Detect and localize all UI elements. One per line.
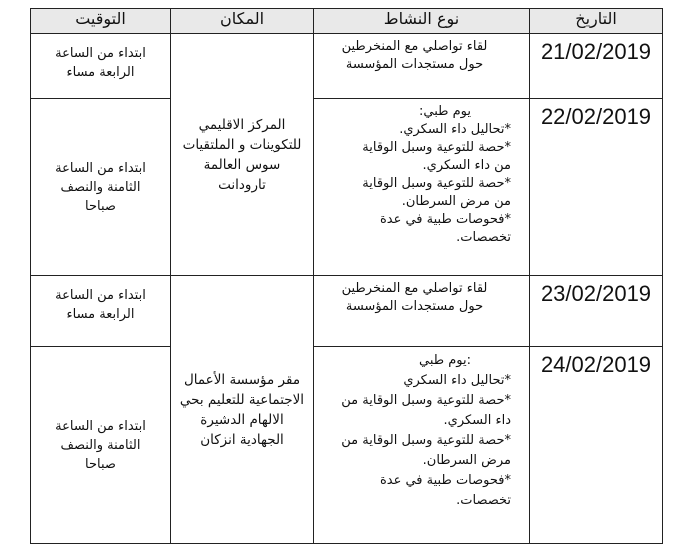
place-line: سوس العالمة	[203, 156, 281, 173]
header-time: التوقيت	[31, 9, 171, 34]
activity-line: داء السكري.	[443, 413, 511, 428]
activity-line: تخصصات.	[456, 493, 511, 508]
activity-line: *تحاليل داء السكري	[403, 373, 511, 388]
time-cell	[31, 99, 171, 276]
activity-line: يوم طبي:	[419, 104, 471, 119]
place-line: الالهام الدشيرة	[200, 411, 284, 428]
place-cell	[171, 276, 314, 544]
header-date: التاريخ	[530, 9, 663, 34]
table-row	[31, 347, 663, 544]
activity-line: من داء السكري.	[422, 158, 511, 173]
activity-line: *تحاليل داء السكري.	[399, 122, 511, 137]
date-text: 23/02/2019	[540, 281, 652, 306]
place-line: الجهادية انزكان	[200, 431, 284, 448]
time-cell	[31, 34, 171, 99]
date-cell	[530, 276, 663, 347]
time-line: الرابعة مساء	[66, 65, 135, 80]
header-row	[31, 9, 663, 34]
time-cell	[31, 276, 171, 347]
activity-line: لقاء تواصلي مع المنخرطين	[341, 281, 488, 296]
time-line: الرابعة مساء	[66, 307, 135, 322]
activity-line: لقاء تواصلي مع المنخرطين	[341, 39, 488, 54]
place-line: مقر مؤسسة الأعمال	[183, 371, 301, 388]
time-line: ابتداء من الساعة	[55, 418, 146, 434]
activity-cell	[314, 34, 530, 99]
activity-line: تخصصات.	[456, 230, 511, 245]
date-cell	[530, 99, 663, 276]
activity-line: *حصة للتوعية وسبل الوقاية	[362, 176, 511, 191]
place-line: الاجتماعية للتعليم بحي	[179, 391, 305, 408]
time-cell	[31, 347, 171, 544]
time-line: ابتداء من الساعة	[55, 46, 146, 61]
place-line: تارودانت	[218, 176, 266, 193]
time-line: صباحا	[85, 198, 116, 214]
activity-schedule-table	[30, 8, 663, 544]
header-place: المكان	[171, 9, 314, 34]
place-line: للتكوينات و الملتقيات	[182, 136, 302, 153]
date-text: 24/02/2019	[540, 352, 652, 377]
date-text: 22/02/2019	[540, 104, 652, 129]
date-cell	[530, 347, 663, 544]
table-row	[31, 34, 663, 99]
time-line: الثامنة والنصف	[60, 437, 141, 453]
activity-cell	[314, 347, 530, 544]
activity-line: حول مستجدات المؤسسة	[345, 299, 484, 314]
activity-line: حول مستجدات المؤسسة	[345, 57, 484, 72]
schedule-container	[30, 8, 662, 520]
date-cell	[530, 34, 663, 99]
time-line: ابتداء من الساعة	[55, 288, 146, 303]
activity-cell	[314, 99, 530, 276]
activity-line: *حصة للتوعية وسبل الوقاية من	[341, 433, 511, 448]
time-line: صباحا	[85, 456, 116, 472]
activity-line: مرض السرطان.	[422, 453, 511, 468]
table-row	[31, 99, 663, 276]
time-line: ابتداء من الساعة	[55, 160, 146, 176]
activity-line: *فحوصات طبية في عدة	[379, 473, 511, 488]
activity-line: :يوم طبي	[419, 353, 471, 368]
table-row	[31, 276, 663, 347]
activity-line: *حصة للتوعية وسبل الوقاية من	[341, 393, 511, 408]
activity-line: *فحوصات طبية في عدة	[379, 212, 511, 227]
place-line: المركز الاقليمي	[198, 116, 286, 133]
date-text: 21/02/2019	[540, 39, 652, 64]
activity-cell	[314, 276, 530, 347]
header-activity: نوع النشاط	[314, 9, 530, 34]
place-cell	[171, 34, 314, 276]
activity-line: *حصة للتوعية وسبل الوقاية	[362, 140, 511, 155]
time-line: الثامنة والنصف	[60, 179, 141, 195]
activity-line: من مرض السرطان.	[401, 194, 511, 209]
